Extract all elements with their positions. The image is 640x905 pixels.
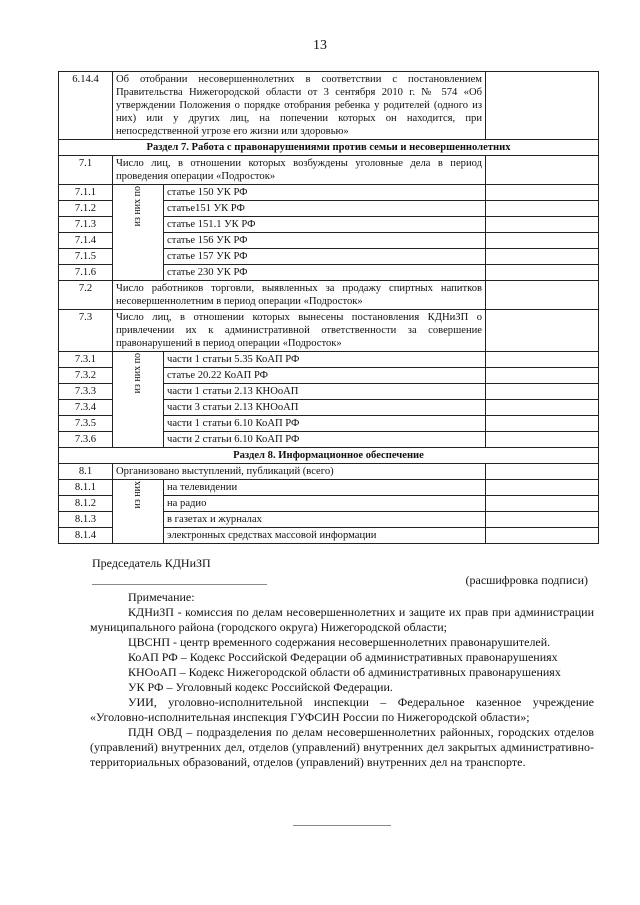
value-cell[interactable] xyxy=(486,480,599,496)
row-number: 7.1 xyxy=(59,156,113,185)
value-cell[interactable] xyxy=(486,432,599,448)
signature-decode: (расшифровка подписи) xyxy=(465,573,588,587)
table-row xyxy=(59,310,599,352)
row-text: части 2 статьи 6.10 КоАП РФ xyxy=(164,432,486,448)
row-text: Число лиц, в отношении которых вынесены постановления КДНиЗП о привлечении их к административной ответственности за совершение правонарушений в период операции «Подросток» xyxy=(113,310,486,352)
row-text: статье 150 УК РФ xyxy=(164,185,486,201)
value-cell[interactable] xyxy=(486,233,599,249)
row-number: 7.1.4 xyxy=(59,233,113,249)
table-row xyxy=(59,352,599,368)
row-text: статье 151.1 УК РФ xyxy=(164,217,486,233)
row-number: 7.3.6 xyxy=(59,432,113,448)
group-label: из них xyxy=(113,480,164,544)
row-text: на телевидении xyxy=(164,480,486,496)
note-item: КДНиЗП - комиссия по делам несовершеннолетних и защите их прав при администрации муниципального района (городского округа) Нижегородской области; xyxy=(90,605,594,634)
row-text: статье 230 УК РФ xyxy=(164,265,486,281)
table-row xyxy=(59,281,599,310)
group-label: из них по xyxy=(113,185,164,281)
end-divider xyxy=(293,825,391,826)
table-row xyxy=(59,464,599,480)
report-table xyxy=(58,71,599,544)
row-text: электронных средствах массовой информации xyxy=(164,528,486,544)
row-number: 6.14.4 xyxy=(59,72,113,140)
row-number: 7.1.6 xyxy=(59,265,113,281)
row-number: 7.3.1 xyxy=(59,352,113,368)
value-cell[interactable] xyxy=(486,528,599,544)
row-number: 7.1.3 xyxy=(59,217,113,233)
row-text: части 1 статьи 5.35 КоАП РФ xyxy=(164,352,486,368)
row-text: части 3 статьи 2.13 КНОоАП xyxy=(164,400,486,416)
page-number: 13 xyxy=(313,38,327,53)
row-text: Число лиц, в отношении которых возбуждены уголовные дела в период проведения операции «Подросток» xyxy=(113,156,486,185)
row-number: 7.2 xyxy=(59,281,113,310)
value-cell[interactable] xyxy=(486,416,599,432)
row-number: 8.1.1 xyxy=(59,480,113,496)
value-cell[interactable] xyxy=(486,368,599,384)
note-item: УИИ, уголовно-исполнительной инспекции – Федеральное казенное учреждение «Уголовно-исполнительная инспекция ГУФСИН России по Нижегородской области»; xyxy=(90,695,594,724)
section-title: Раздел 7. Работа с правонарушениями против семьи и несовершеннолетних xyxy=(59,140,599,156)
value-cell[interactable] xyxy=(486,201,599,217)
table-row xyxy=(59,72,599,140)
table-row xyxy=(59,480,599,496)
value-cell[interactable] xyxy=(486,156,599,185)
row-text: Организовано выступлений, публикаций (всего) xyxy=(113,464,486,480)
value-cell[interactable] xyxy=(486,352,599,368)
note-item: КНОоАП – Кодекс Нижегородской области об административных правонарушениях xyxy=(128,665,561,679)
value-cell[interactable] xyxy=(486,512,599,528)
row-text: статье151 УК РФ xyxy=(164,201,486,217)
signature-line xyxy=(92,584,267,585)
row-text: Об отобрании несовершеннолетних в соответствии с постановлением Правительства Нижегородской области от 3 сентября 2010 г. № 574 «Об утверждении Положения о порядке отобрания ребенка у родителей (одного из них) или у других лиц, на попечении которых он находится, при непосредственной угрозе его жизни или здоровью» xyxy=(113,72,486,140)
group-label: из них по xyxy=(113,352,164,448)
row-text: статье 156 УК РФ xyxy=(164,233,486,249)
value-cell[interactable] xyxy=(486,281,599,310)
section-header-row xyxy=(59,140,599,156)
note-item: КоАП РФ – Кодекс Российской Федерации об административных правонарушениях xyxy=(128,650,558,664)
row-number: 7.3.3 xyxy=(59,384,113,400)
value-cell[interactable] xyxy=(486,72,599,140)
value-cell[interactable] xyxy=(486,384,599,400)
row-number: 7.1.2 xyxy=(59,201,113,217)
notes-section xyxy=(90,590,594,770)
row-text: на радио xyxy=(164,496,486,512)
row-number: 7.3.5 xyxy=(59,416,113,432)
notes-heading: Примечание: xyxy=(128,590,195,604)
row-text: в газетах и журналах xyxy=(164,512,486,528)
row-number: 7.1.1 xyxy=(59,185,113,201)
value-cell[interactable] xyxy=(486,464,599,480)
row-text: Число работников торговли, выявленных за продажу спиртных напитков несовершеннолетним в период операции «Подросток» xyxy=(113,281,486,310)
section-header-row xyxy=(59,448,599,464)
value-cell[interactable] xyxy=(486,310,599,352)
value-cell[interactable] xyxy=(486,400,599,416)
value-cell[interactable] xyxy=(486,217,599,233)
table-row xyxy=(59,185,599,201)
row-text: части 1 статьи 2.13 КНОоАП xyxy=(164,384,486,400)
row-number: 7.3 xyxy=(59,310,113,352)
row-number: 7.3.4 xyxy=(59,400,113,416)
row-text: части 1 статьи 6.10 КоАП РФ xyxy=(164,416,486,432)
value-cell[interactable] xyxy=(486,249,599,265)
value-cell[interactable] xyxy=(486,496,599,512)
note-item: УК РФ – Уголовный кодекс Российской Федерации. xyxy=(128,680,393,694)
section-title: Раздел 8. Информационное обеспечение xyxy=(59,448,599,464)
table-row xyxy=(59,156,599,185)
row-number: 8.1.3 xyxy=(59,512,113,528)
note-item: ПДН ОВД – подразделения по делам несовершеннолетних районных, городских отделов (управлений) внутренних дел, отделов (управлений) внутренних дел закрытых административно-территориальных образований, отделов (управлений) внутренних дел на транспорте. xyxy=(90,725,594,769)
signature-label: Председатель КДНиЗП xyxy=(92,556,211,570)
row-text: статье 20.22 КоАП РФ xyxy=(164,368,486,384)
value-cell[interactable] xyxy=(486,265,599,281)
value-cell[interactable] xyxy=(486,185,599,201)
row-number: 7.3.2 xyxy=(59,368,113,384)
row-text: статье 157 УК РФ xyxy=(164,249,486,265)
row-number: 8.1 xyxy=(59,464,113,480)
note-item: ЦВСНП - центр временного содержания несовершеннолетних правонарушителей. xyxy=(128,635,551,649)
row-number: 7.1.5 xyxy=(59,249,113,265)
row-number: 8.1.2 xyxy=(59,496,113,512)
row-number: 8.1.4 xyxy=(59,528,113,544)
